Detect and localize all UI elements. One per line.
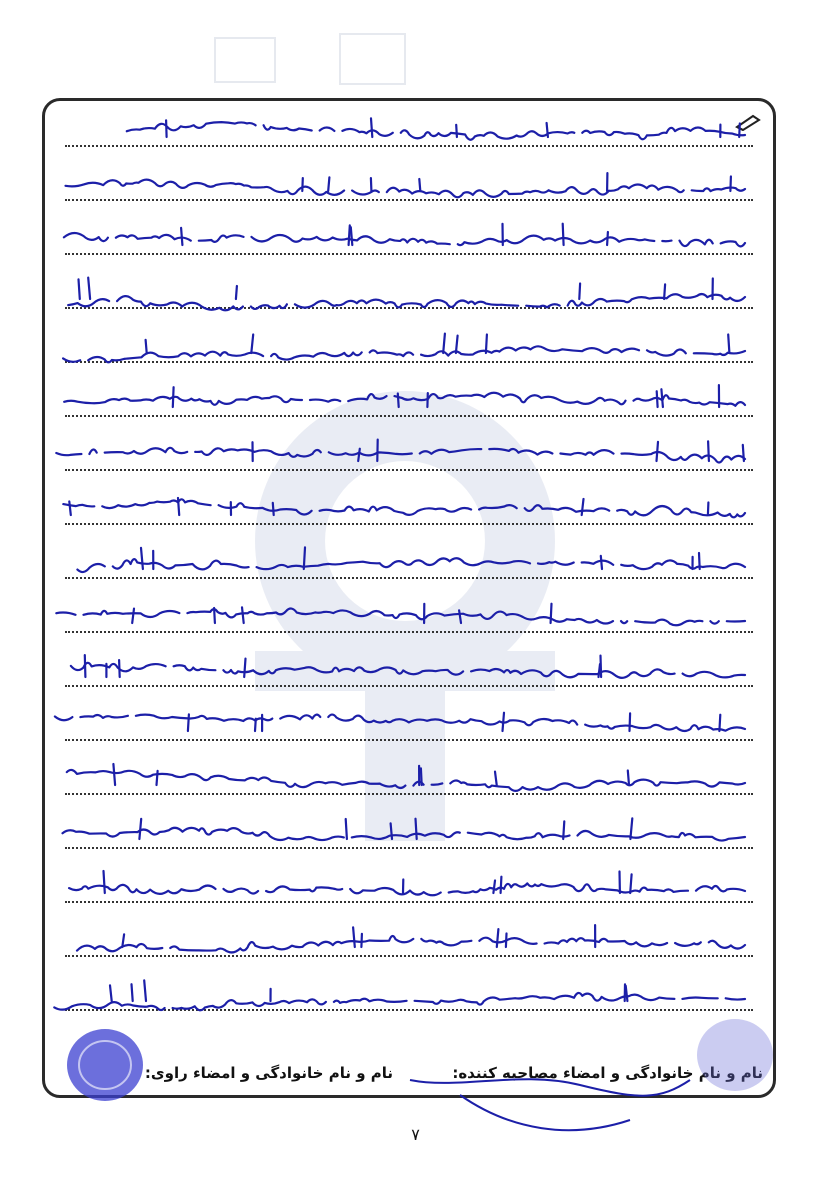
handwritten-stroke [497,929,499,947]
handwritten-stroke [664,284,665,299]
handwritten-stroke [503,713,505,731]
handwritten-line [67,770,745,791]
handwritten-stroke [547,123,548,137]
handwritten-stroke [173,387,174,407]
handwritten-stroke [493,881,495,894]
handwritten-line [56,609,745,626]
handwritten-stroke [88,278,90,299]
faint-stamp-mark [210,30,410,90]
handwritten-stroke [146,340,147,353]
handwritten-line [68,294,745,310]
handwritten-line [69,558,745,572]
handwritten-stroke [579,284,580,300]
handwritten-stroke [361,934,362,947]
handwritten-stroke [743,445,744,461]
handwritten-stroke [601,656,602,677]
handwritten-stroke [582,499,584,515]
handwritten-stroke [443,334,445,353]
handwritten-stroke [251,335,253,354]
handwritten-stroke [657,442,659,461]
handwritten-stroke [456,336,458,353]
handwritten-stroke [255,719,256,731]
handwritten-stroke [273,503,274,515]
narrator-signature-label: نام و نام خانوادگی و امضاء راوی: [144,1064,393,1082]
handwritten-stroke [601,556,602,569]
handwritten-stroke [630,713,631,731]
handwritten-stroke [630,874,631,893]
handwritten-stroke [728,335,729,354]
handwritten-line [65,180,745,198]
handwritten-stroke [628,771,629,786]
handwritten-stroke [391,823,392,839]
handwritten-stroke [495,772,497,785]
handwritten-stroke [132,984,133,1001]
handwritten-stroke [113,764,115,785]
handwritten-stroke [421,768,422,785]
handwritten-stroke [188,714,189,731]
handwritten-stroke [166,120,167,137]
interviewer-ink-seal [690,1010,780,1100]
handwritten-text [45,101,776,1098]
handwritten-stroke [626,986,628,1001]
handwritten-line [127,122,745,140]
handwritten-stroke [551,604,552,623]
handwritten-stroke [353,927,355,947]
handwritten-line [54,993,745,1010]
handwritten-stroke [486,335,487,354]
page-number: ۷ [411,1125,420,1144]
handwritten-line [63,499,745,517]
handwritten-stroke [302,178,303,191]
handwritten-stroke [419,179,420,191]
handwritten-stroke [132,609,134,623]
handwritten-stroke [416,819,417,839]
narrator-ink-seal [60,1020,150,1110]
handwritten-stroke [328,177,329,191]
handwritten-stroke [178,498,179,515]
handwritten-stroke [242,607,244,623]
handwritten-stroke [214,608,215,623]
handwritten-line [63,346,745,362]
handwritten-stroke [139,819,141,839]
handwritten-line [55,715,745,731]
handwritten-line [56,233,745,246]
handwritten-stroke [371,178,372,191]
handwritten-stroke [79,279,80,299]
handwritten-line [64,393,745,406]
handwritten-stroke [144,980,146,1001]
handwritten-stroke [661,389,663,407]
handwritten-stroke [730,177,731,192]
handwritten-stroke [657,391,658,407]
handwritten-stroke [104,871,105,893]
handwritten-stroke [501,877,502,893]
handwritten-stroke [181,228,182,245]
handwritten-stroke [506,934,507,948]
handwritten-stroke [236,286,237,299]
handwritten-stroke [630,818,632,839]
document-page-frame [42,98,776,1098]
handwritten-stroke [371,118,372,137]
handwritten-stroke [358,449,360,461]
handwritten-stroke [351,227,353,245]
handwritten-stroke [563,224,564,245]
handwritten-line [56,448,745,463]
handwritten-stroke [141,548,143,569]
handwritten-stroke [110,985,112,1001]
handwritten-stroke [459,610,461,623]
handwritten-stroke [607,232,608,245]
handwritten-stroke [699,553,700,569]
handwritten-stroke [398,394,399,408]
interviewer-signature-label: نام و نام خانوادگی و امضاء مصاحبه کننده: [452,1064,763,1082]
handwritten-stroke [157,771,158,785]
handwritten-stroke [69,502,71,516]
handwritten-stroke [456,125,457,137]
handwritten-stroke [304,547,305,569]
handwritten-line [63,663,745,678]
handwritten-stroke [719,715,720,731]
handwritten-stroke [349,225,350,245]
handwritten-stroke [563,821,564,839]
handwritten-stroke [708,503,709,516]
handwritten-line [62,828,745,841]
handwritten-stroke [708,441,709,461]
handwritten-stroke [244,659,245,677]
handwritten-line [69,936,745,952]
handwritten-stroke [739,124,740,138]
handwritten-stroke [119,660,120,677]
handwritten-stroke [346,819,347,839]
handwritten-stroke [85,655,86,677]
